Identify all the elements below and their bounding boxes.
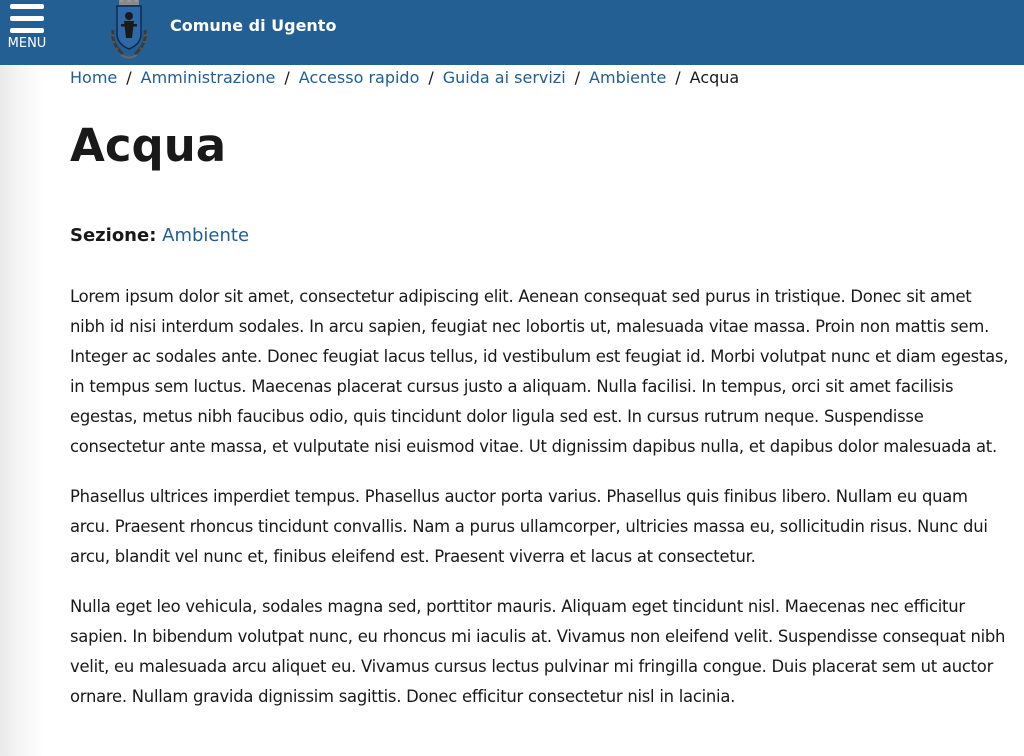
content-paragraph: Nulla eget leo vehicula, sodales magna sed, porttitor mauris. Aliquam eget tincidunt nisl. Maecenas nec efficitur sapien. In bibendum volutpat nunc, eu rhoncus mi iaculis at. Vivamus non eleifend velit. Suspendisse consequat nibh velit, eu malesuada arcu aliquet eu. Vivamus cursus lectus pulvinar mi fringilla congue. Duis placerat sem ut auctor ornare. Nullam gravida dignissim sagittis. Donec efficitur consectetur nisl in lacinia. <box>70 597 1006 706</box>
section-label: Sezione: <box>70 225 157 246</box>
content-paragraph: Phasellus ultrices imperdiet tempus. Phasellus auctor porta varius. Phasellus quis finibus libero. Nullam eu quam arcu. Praesent rhoncus tincidunt convallis. Nam a purus ullamcorper, ultricies massa eu, sollicitudin risus. Nunc dui arcu, blandit vel nunc et, finibus eleifend est. Praesent viverra et lacus at consectetur. <box>70 487 988 566</box>
breadcrumb-separator: / <box>675 68 681 87</box>
breadcrumb-item-ambiente[interactable]: Ambiente <box>589 68 667 87</box>
breadcrumb-item-guida-ai-servizi[interactable]: Guida ai servizi <box>442 68 566 87</box>
site-title[interactable]: Comune di Ugento <box>170 16 337 35</box>
section-link-ambiente[interactable]: Ambiente <box>162 225 250 246</box>
breadcrumb <box>70 68 739 90</box>
content-paragraph: Lorem ipsum dolor sit amet, consectetur adipiscing elit. Aenean consequat sed purus in tristique. Donec sit amet nibh id nisi interdum sodales. In arcu sapien, feugiat nec lobortis ut, malesuada vitae massa. Proin non mattis sem. Integer ac sodales ante. Donec feugiat lacus tellus, id vestibulum est feugiat id. Morbi volutpat nunc et diam egestas, in tempus sem luctus. Maecenas placerat cursus justo a aliquam. Nulla facilisi. In tempus, orci sit amet facilisis egestas, metus nibh faucibus odio, quis tincidunt dolor ligula sed est. In cursus rutrum neque. Suspendisse consectetur ante massa, et vulputate nisi euismod vitae. Ut dignissim dapibus nulla, et dapibus dolor malesuada at. <box>70 287 1009 456</box>
breadcrumb-separator: / <box>574 68 581 87</box>
breadcrumb-item-amministrazione[interactable]: Amministrazione <box>140 68 276 87</box>
hamburger-icon <box>10 4 44 34</box>
section-info <box>70 224 249 248</box>
breadcrumb-separator: / <box>428 68 434 87</box>
breadcrumb-current: Acqua <box>689 68 740 87</box>
breadcrumb-separator: / <box>126 68 132 87</box>
site-header <box>0 0 1024 65</box>
page-content <box>70 282 1010 732</box>
breadcrumb-separator: / <box>284 68 290 87</box>
menu-label: MENU <box>7 36 47 51</box>
breadcrumb-item-home[interactable]: Home <box>70 68 118 87</box>
left-shadow <box>0 65 44 756</box>
menu-button[interactable] <box>0 0 54 60</box>
page-title: Acqua <box>70 119 227 172</box>
breadcrumb-item-accesso-rapido[interactable]: Accesso rapido <box>298 68 420 87</box>
city-crest-logo[interactable] <box>105 0 153 62</box>
